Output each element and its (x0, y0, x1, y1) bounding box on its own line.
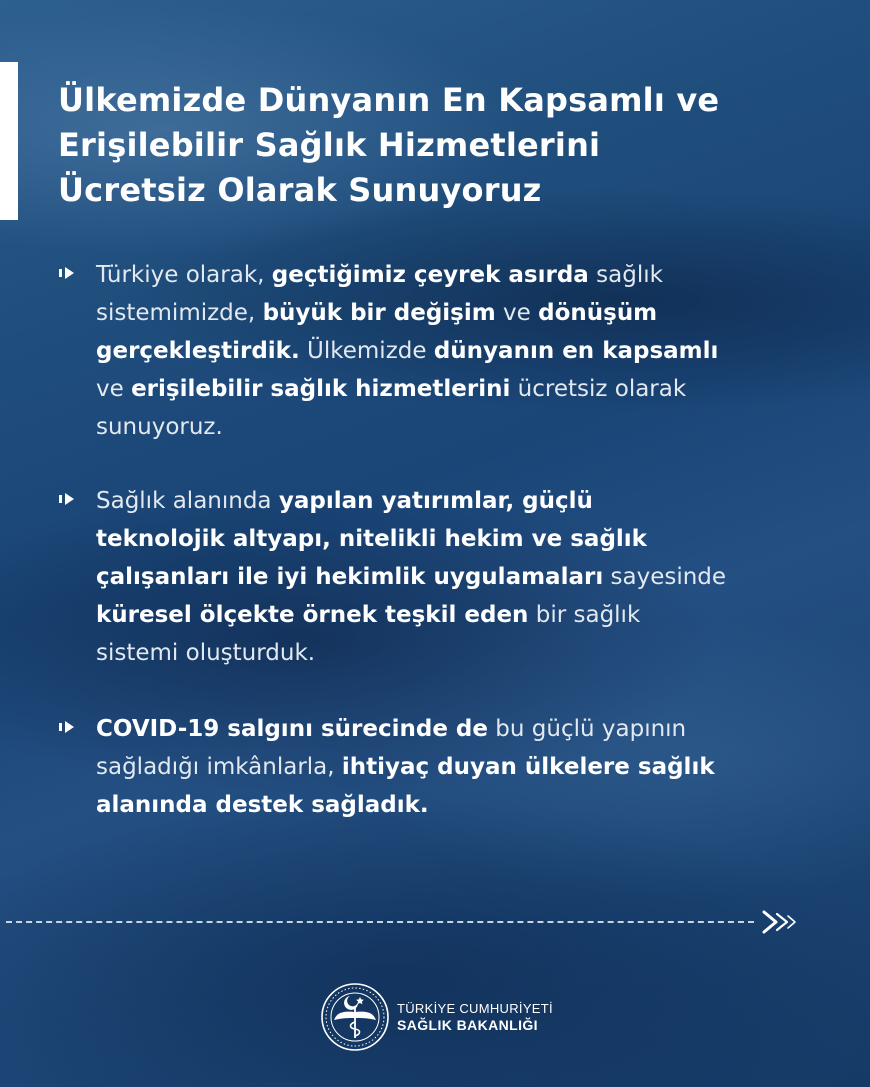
bullet-line (96, 482, 836, 520)
body-text: sistemimizde, (96, 300, 263, 326)
bullet-line (96, 558, 836, 596)
bullet-arrow-icon (58, 719, 76, 735)
title-line-3: Ücretsiz Olarak Sunuyoruz (58, 171, 542, 209)
bullet-line (96, 520, 836, 558)
bullet-line (96, 596, 836, 634)
bullet-line (96, 786, 836, 824)
bold-text: dönüşüm (538, 300, 658, 326)
ministry-emblem-icon (320, 982, 390, 1052)
bullet-line (96, 710, 836, 748)
body-text: ve (96, 376, 132, 402)
body-text: sunuyoruz. (96, 414, 223, 440)
dashed-divider (6, 921, 754, 923)
bold-text: yapılan yatırımlar, güçlü (278, 488, 593, 514)
title-line-2: Erişilebilir Sağlık Hizmetlerini (58, 126, 601, 164)
body-text: sistemi oluşturduk. (96, 640, 316, 666)
bold-text: gerçekleştirdik. (96, 338, 300, 364)
page-title (58, 78, 838, 213)
ministry-name (397, 1000, 553, 1034)
ministry-name-line-1: TÜRKİYE CUMHURİYETİ (397, 1001, 553, 1016)
body-text: bir sağlık (528, 602, 641, 628)
body-text: Ülkemizde (299, 338, 434, 364)
bold-text: COVID-19 salgını sürecinde de (96, 716, 488, 742)
bold-text: dünyanın en kapsamlı (433, 338, 719, 364)
title-accent-bar (0, 62, 18, 220)
bullet-line (96, 634, 836, 672)
bold-text: büyük bir değişim (262, 300, 496, 326)
bold-text: çalışanları ile iyi hekimlik uygulamaları (96, 564, 604, 590)
bullet-text (96, 482, 836, 672)
body-text: sağlık (588, 262, 663, 288)
title-line-1: Ülkemizde Dünyanın En Kapsamlı ve (58, 81, 720, 119)
bullet-line (96, 294, 836, 332)
double-chevron-right-icon[interactable] (760, 908, 800, 936)
bullet-line (96, 408, 836, 446)
bullet-text (96, 710, 836, 824)
bold-text: ihtiyaç duyan ülkelere sağlık (341, 754, 715, 780)
bullet-arrow-icon (58, 491, 76, 507)
body-text: ücretsiz olarak (510, 376, 687, 402)
bold-text: geçtiğimiz çeyrek asırda (271, 262, 589, 288)
bullet-line (96, 748, 836, 786)
body-text: ve (495, 300, 539, 326)
body-text: sağladığı imkânlarla, (96, 754, 342, 780)
bullet-line (96, 332, 836, 370)
body-text: bu güçlü yapının (488, 716, 687, 742)
body-text: Türkiye olarak, (96, 262, 272, 288)
bullet-arrow-icon (58, 265, 76, 281)
bold-text: teknolojik altyapı, nitelikli hekim ve sağlık (96, 526, 647, 552)
bold-text: erişilebilir sağlık hizmetlerini (131, 376, 511, 402)
bullet-line (96, 256, 836, 294)
body-text: sayesinde (603, 564, 727, 590)
body-text: Sağlık alanında (96, 488, 279, 514)
bold-text: küresel ölçekte örnek teşkil eden (96, 602, 529, 628)
bullet-text (96, 256, 836, 446)
ministry-name-line-2: SAĞLIK BAKANLIĞI (397, 1017, 538, 1033)
bullet-line (96, 370, 836, 408)
bold-text: alanında destek sağladık. (96, 792, 429, 818)
